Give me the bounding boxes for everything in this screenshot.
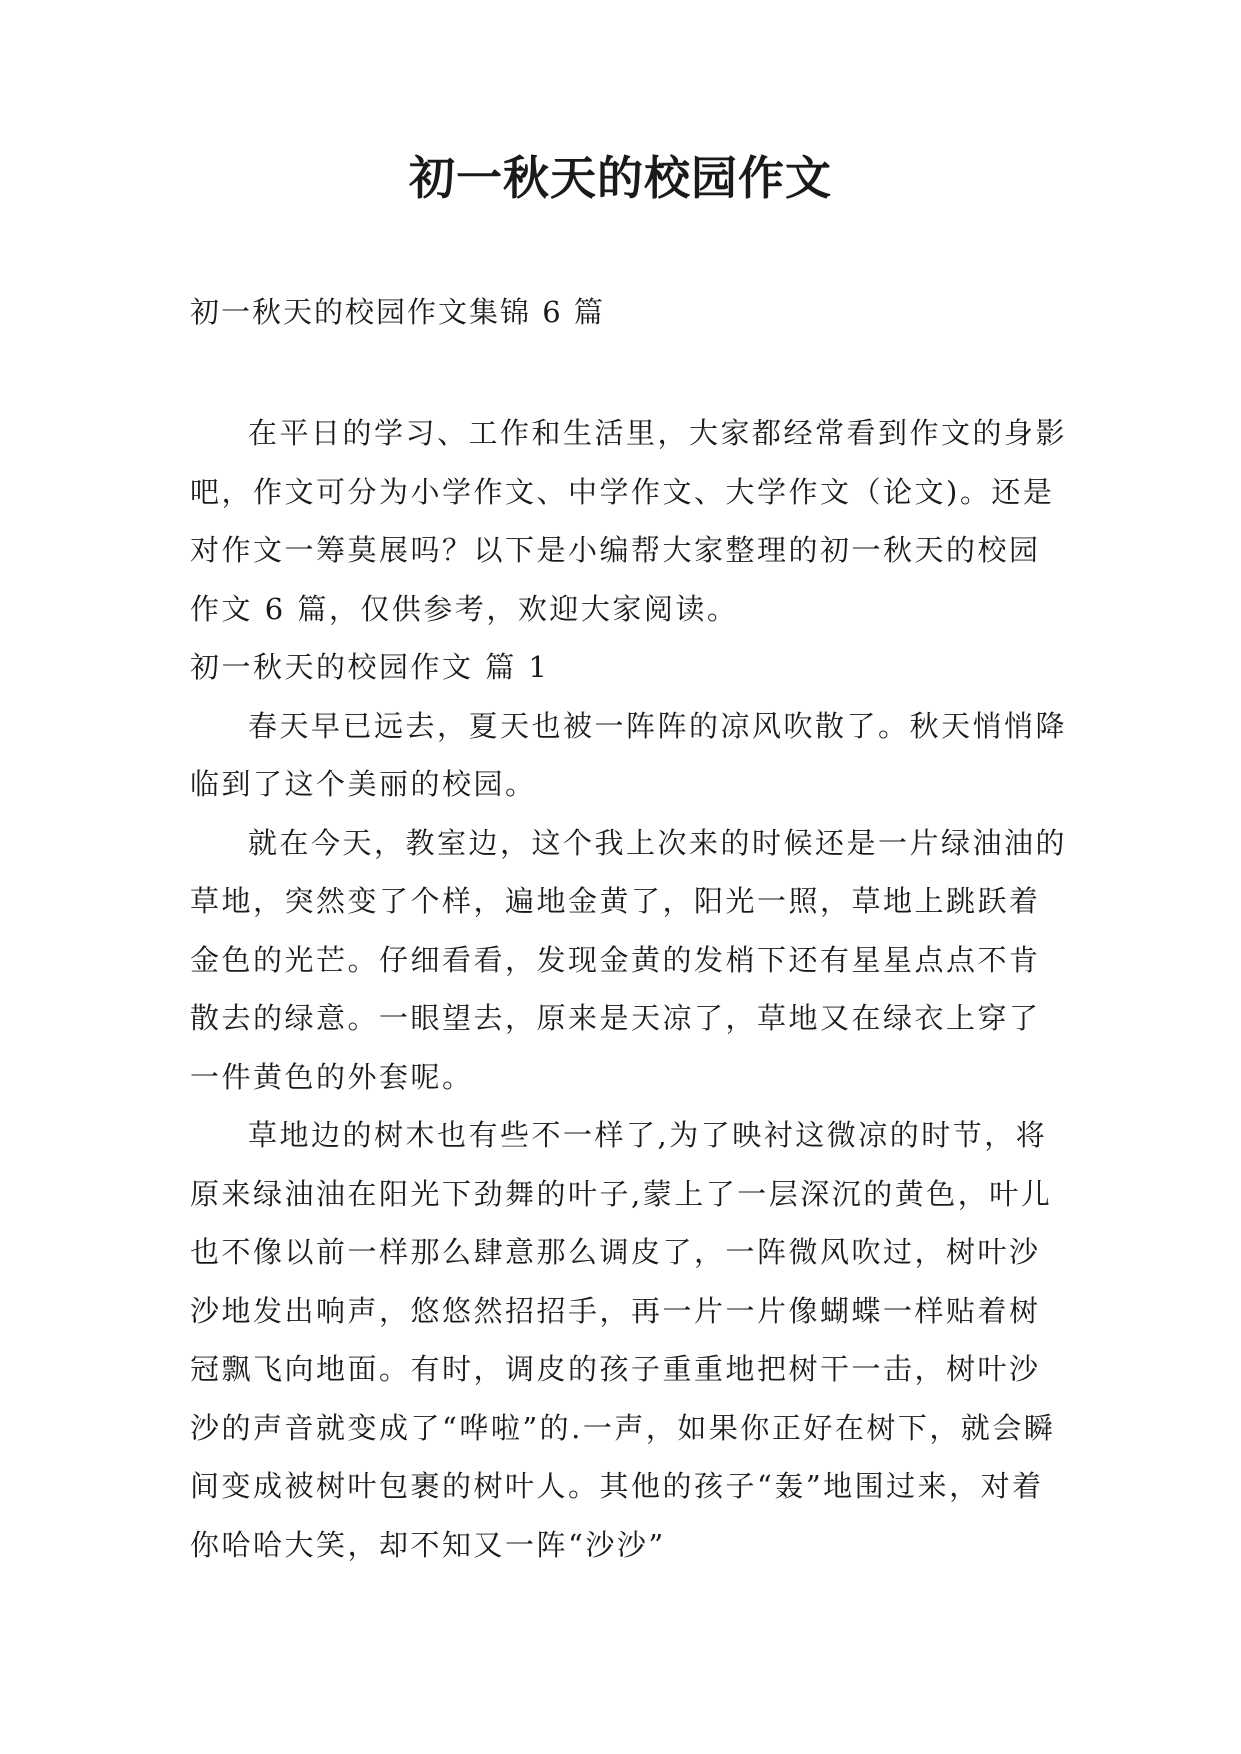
document-body (190, 404, 1070, 1574)
document-subtitle: 初一秋天的校园作文集锦 6 篇 (190, 295, 605, 329)
intro-paragraph: 在平日的学习、工作和生活里，大家都经常看到作文的身影吧，作文可分为小学作文、中学作文、大学作文（论文)。还是对作文一筹莫展吗？以下是小编帮大家整理的初一秋天的校园作文 6 篇，仅供参考，欢迎大家阅读。 (190, 416, 1068, 626)
document-title: 初一秋天的校园作文 (409, 151, 832, 205)
body-paragraph: 草地边的树木也有些不一样了,为了映衬这微凉的时节，将原来绿油油在阳光下劲舞的叶子,蒙上了一层深沉的黄色，叶儿也不像以前一样那么肆意那么调皮了，一阵微风吹过，树叶沙沙地发出响声，悠悠然招招手，再一片一片像蝴蝶一样贴着树冠飘飞向地面。有时，调皮的孩子重重地把树干一击，树叶沙沙的声音就变成了“哗啦”的.一声，如果你正好在树下，就会瞬间变成被树叶包裹的树叶人。其他的孩子“轰”地围过来，对着你哈哈大笑，却不知又一阵“沙沙” (190, 1118, 1056, 1562)
body-paragraph: 春天早已远去，夏天也被一阵阵的凉风吹散了。秋天悄悄降临到了这个美丽的校园。 (190, 708, 1068, 801)
section-heading: 初一秋天的校园作文 篇 1 (190, 650, 550, 684)
body-paragraph: 就在今天，教室边，这个我上次来的时候还是一片绿油油的草地，突然变了个样，遍地金黄了，阳光一照，草地上跳跃着金色的光芒。仔细看看，发现金黄的发梢下还有星星点点不肯散去的绿意。一眼望去，原来是天凉了，草地又在绿衣上穿了一件黄色的外套呢。 (190, 825, 1068, 1094)
